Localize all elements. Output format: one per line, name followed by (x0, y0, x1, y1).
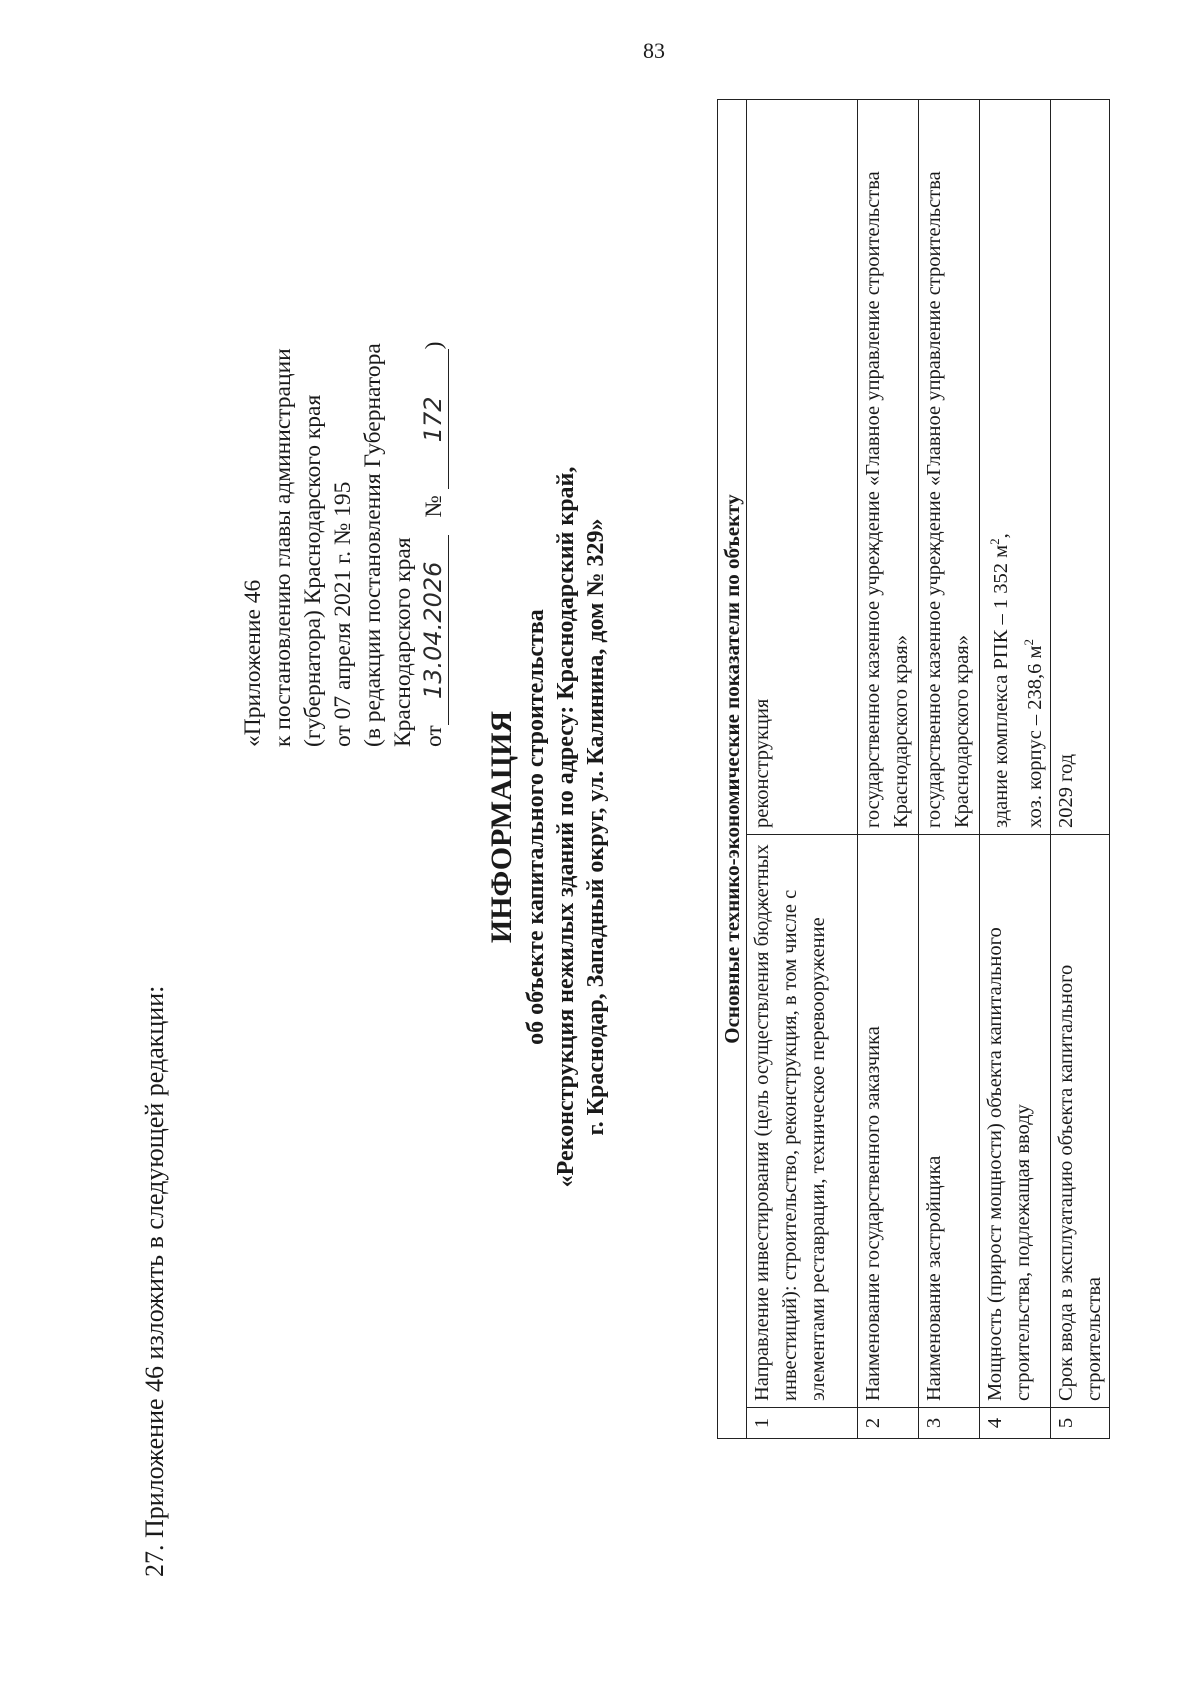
handwritten-date: 13.04.2026 (418, 535, 449, 725)
row-label: Мощность (прирост мощности) объекта капитального строительства, подлежащая вводу (980, 835, 1051, 1408)
page-number: 83 (643, 38, 665, 63)
document-heading (485, 277, 611, 1377)
appendix-line: (губернатора) Краснодарского края (300, 394, 326, 747)
heading-line: «Реконструкция нежилых зданий по адресу: Краснодарский край, (553, 466, 579, 1188)
row-number: 2 (858, 1408, 919, 1439)
row-number: 5 (1050, 1408, 1109, 1439)
row-value: 2029 год (1050, 100, 1109, 835)
appendix-line: Краснодарского края (390, 537, 416, 747)
date-prefix: от (421, 725, 447, 747)
row-value: реконструкция (747, 100, 858, 835)
indicators-table (717, 99, 1110, 1439)
row-label: Наименование государственного заказчика (858, 835, 919, 1408)
row-value: государственное казенное учреждение «Главное управление строительства Краснодарского края» (919, 100, 980, 835)
table-row (919, 100, 980, 1439)
table-row (858, 100, 919, 1439)
heading-line: об объекте капитального строительства (523, 609, 549, 1045)
table-header-row (718, 100, 747, 1439)
table-header: Основные технико-экономические показатели по объекту (718, 100, 747, 1439)
number-prefix: № (421, 495, 447, 518)
row-number: 4 (980, 1408, 1051, 1439)
heading-line: г. Краснодар, Западный округ, ул. Калинина, дом № 329» (583, 518, 609, 1136)
row-value: государственное казенное учреждение «Главное управление строительства Краснодарского края» (858, 100, 919, 835)
document-title: ИНФОРМАЦИЯ (485, 710, 518, 944)
table-row (980, 100, 1051, 1439)
table-row (1050, 100, 1109, 1439)
table-row (747, 100, 858, 1439)
appendix-block (238, 227, 449, 747)
row-value (980, 100, 1051, 835)
closing-paren: ) (421, 341, 447, 350)
row-number: 1 (747, 1408, 858, 1439)
appendix-date-line (418, 227, 449, 747)
row-label: Наименование застройщика (919, 835, 980, 1408)
handwritten-number: 172 (418, 349, 449, 489)
appendix-line: (в редакции постановления Губернатора (360, 343, 386, 747)
appendix-line: к постановлению главы администрации (270, 348, 296, 747)
intro-text: 27. Приложение 46 изложить в следующей редакции: (140, 985, 169, 1577)
value-line: хоз. корпус – 238,6 $м^2$ (1020, 638, 1046, 828)
appendix-line: «Приложение 46 (240, 579, 266, 747)
row-number: 3 (919, 1408, 980, 1439)
row-label: Срок ввода в эксплуатацию объекта капитального строительства (1050, 835, 1109, 1408)
appendix-line: от 07 апреля 2021 г. № 195 (330, 481, 356, 747)
row-label: Направление инвестирования (цель осуществления бюджетных инвестиций): строительство, реконструкция, в том числе с элементами реставрации, техническое перевооружение (747, 835, 858, 1408)
value-line: здание комплекса РПК – 1 352 $м^2$, (987, 533, 1012, 828)
